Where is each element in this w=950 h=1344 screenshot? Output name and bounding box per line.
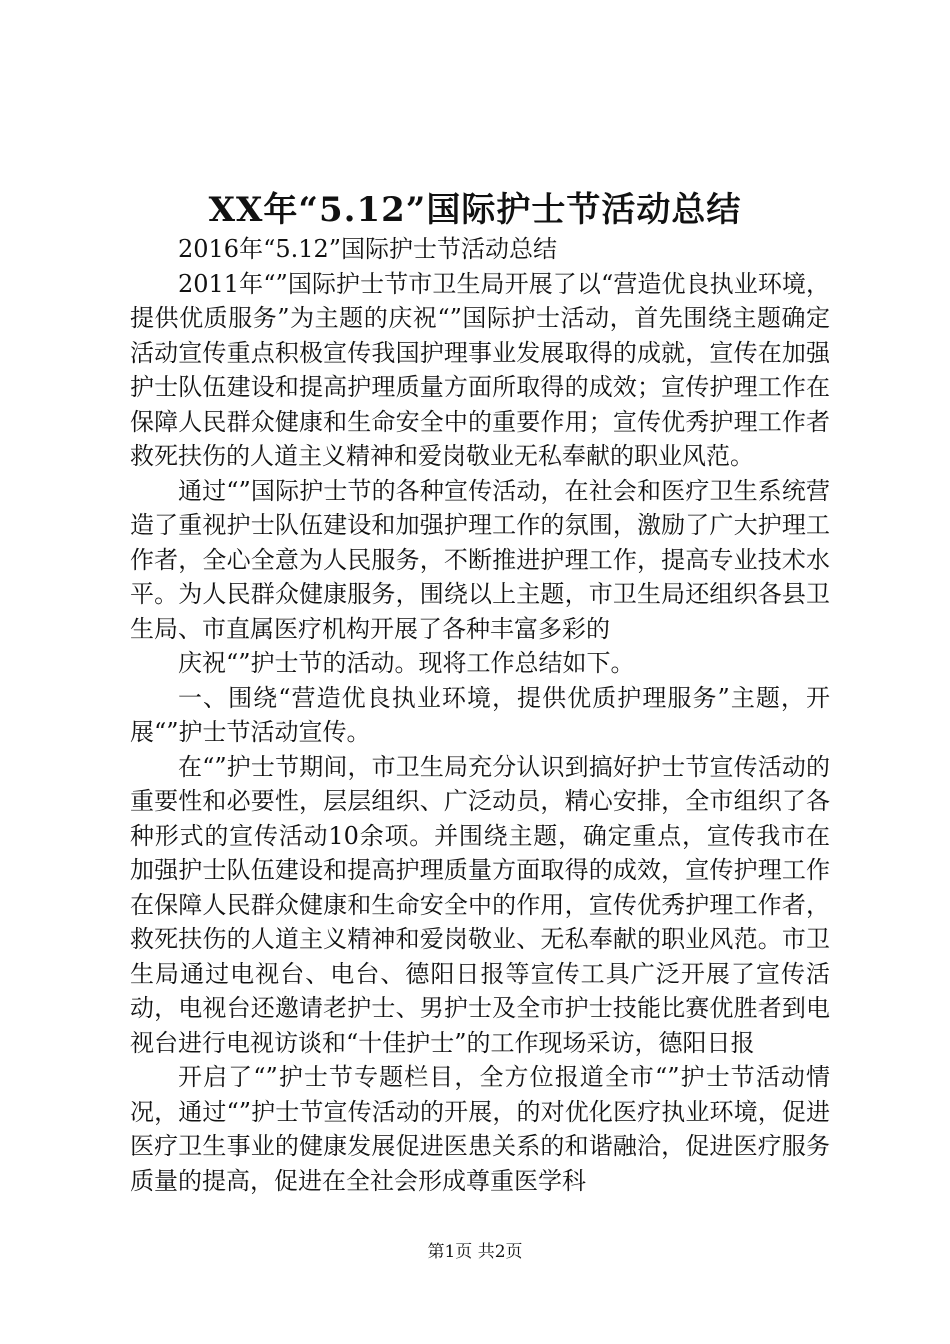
paragraph: 在“”护士节期间，市卫生局充分认识到搞好护士节宣传活动的重要性和必要性，层层组织、广泛动员，精心安排，全市组织了各种形式的宣传活动10余项。并围绕主题，确定重点，宣传我市在加强护士队伍建设和提高护理质量方面取得的成效，宣传护理工作在保障人民群众健康和生命安全中的作用，宣传优秀护理工作者，救死扶伤的人道主义精神和爱岗敬业、无私奉献的职业风范。市卫生局通过电视台、电台、德阳日报等宣传工具广泛开展了宣传活动，电视台还邀请老护士、男护士及全市护士技能比赛优胜者到电视台进行电视访谈和“十佳护士”的工作现场采访，德阳日报	[130, 752, 830, 1057]
paragraph: 开启了“”护士节专题栏目，全方位报道全市“”护士节活动情况，通过“”护士节宣传活动的开展，的对优化医疗执业环境，促进医疗卫生事业的健康发展促进医患关系的和谐融洽，促进医疗服务质量的提高，促进在全社会形成尊重医学科	[130, 1063, 830, 1195]
paragraph: 一、围绕“营造优良执业环境，提供优质护理服务”主题，开展“”护士节活动宣传。	[130, 683, 830, 746]
page-footer: 第1页 共2页	[427, 1242, 523, 1262]
paragraph: 2016年“5.12”国际护士节活动总结	[178, 235, 558, 263]
document-title: XX年“5.12”国际护士节活动总结	[208, 190, 742, 230]
paragraph: 通过“”国际护士节的各种宣传活动，在社会和医疗卫生系统营造了重视护士队伍建设和加强护理工作的氛围，激励了广大护理工作者，全心全意为人民服务，不断推进护理工作，提高专业技术水平。为人民群众健康服务，围绕以上主题，市卫生局还组织各县卫生局、市直属医疗机构开展了各种丰富多彩的	[130, 476, 830, 643]
paragraph: 2011年“”国际护士节市卫生局开展了以“营造优良执业环境，提供优质服务”为主题的庆祝“”国际护士活动，首先围绕主题确定活动宣传重点积极宣传我国护理事业发展取得的成就，宣传在加强护士队伍建设和提高护理质量方面所取得的成效；宣传护理工作在保障人民群众健康和生命安全中的重要作用；宣传优秀护理工作者救死扶伤的人道主义精神和爱岗敬业无私奉献的职业风范。	[130, 269, 830, 470]
paragraph: 庆祝“”护士节的活动。现将工作总结如下。	[178, 649, 635, 677]
document-body	[130, 232, 830, 1198]
